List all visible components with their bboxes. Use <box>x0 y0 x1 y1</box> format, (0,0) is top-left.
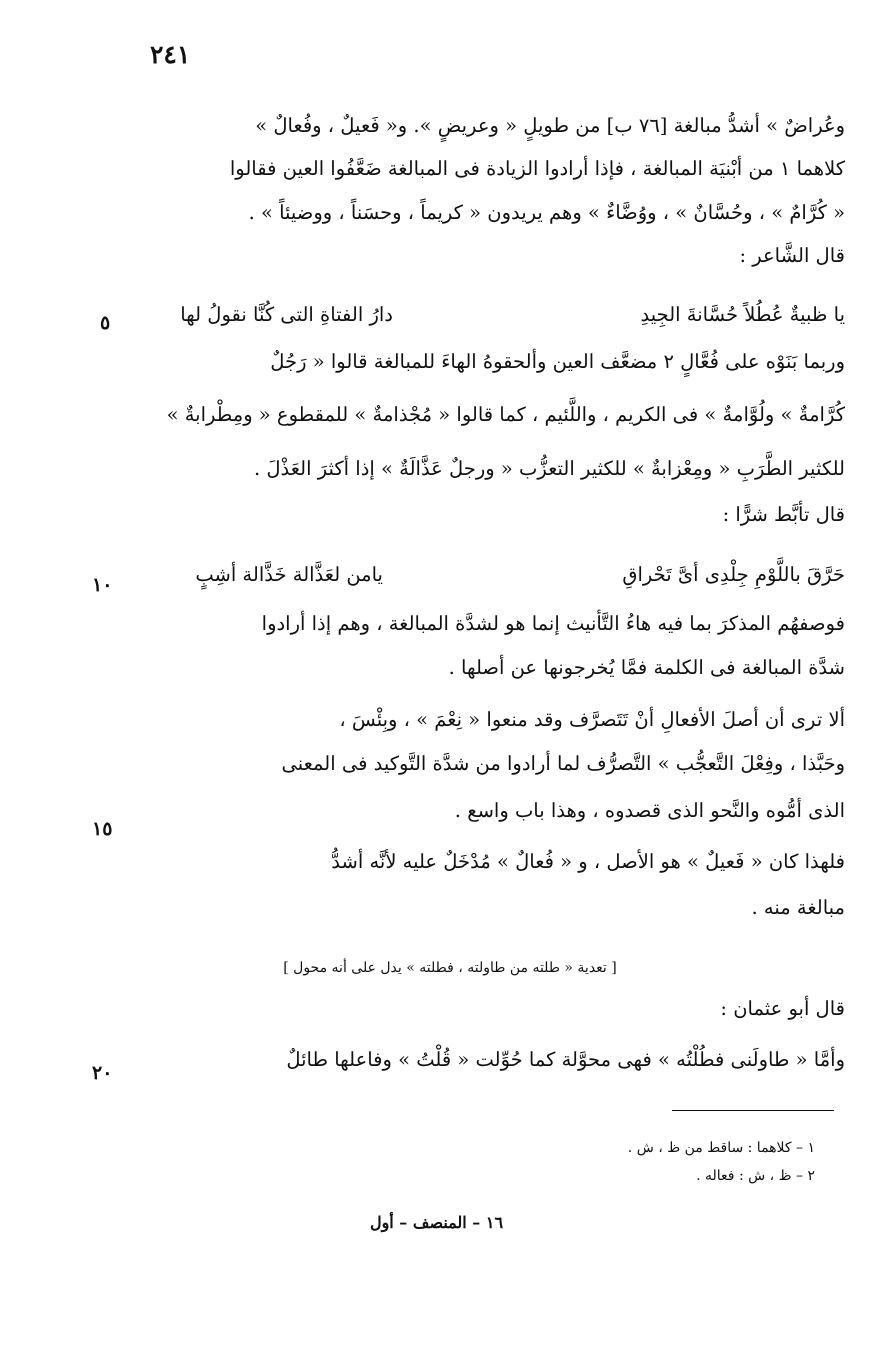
speaker-heading: قال أبو عثمان : <box>720 997 845 1020</box>
line-number: ٥ <box>100 312 111 334</box>
text-line: شدَّة المبالغة فى الكلمة فمَّا يُخرجونها عن أصلها . <box>448 656 845 679</box>
section-note: [ تعدية « طلته من طاولته ، فطلته » يدل على أنه محول ] <box>283 960 617 976</box>
line-number: ١٠ <box>92 574 113 596</box>
text-line: « كُرَّامٌ » ، وحُسَّانٌ » ، ووُضَّاءٌ » وهم يريدون « كريماً ، وحسَناً ، ووضيئاً » . <box>248 201 845 224</box>
text-line: فلهذا كان « فَعيلٌ » هو الأصل ، و « فُعالٌ » مُدْخَلٌ عليه لأنَّه أشدُّ <box>331 850 845 873</box>
verse2-second-hemistich: حَرَّقَ باللَّوْمِ جِلْدِى أىَّ تَحْراقِ <box>622 563 845 586</box>
footnote: ٢ – ظ ، ش : فعاله . <box>696 1168 815 1184</box>
text-line: ألا ترى أن أصلَ الأفعالِ أنْ تَتَصرَّف وقد منعوا « نِعْمَ » ، وبِئْسَ ، <box>339 708 845 731</box>
footnote-divider <box>672 1110 834 1111</box>
signature-line: ١٦ – المنصف – أول <box>369 1213 504 1232</box>
text-line: مبالغة منه . <box>751 896 845 919</box>
text-line: وعُراضٌ » أشدُّ مبالغة [٧٦ ب] من طويلٍ « وعريضٍ ». و« فَعيلٌ ، وفُعالٌ » <box>255 114 845 137</box>
text-line: فوصفهُم المذكرَ بما فيه هاءُ التَّأنيث إنما هو لشدَّة المبالغة ، وهم إذا أرادوا <box>261 612 845 635</box>
poet-heading: قال تأبَّط شرًّا : <box>722 503 845 526</box>
line-number: ١٥ <box>92 818 113 840</box>
text-line: كلاهما ١ من أبْنيَة المبالغة ، فإذا أرادوا الزيادة فى المبالغة ضَعَّفُوا العين فقالوا <box>229 157 845 180</box>
page-number: ٢٤١ <box>150 40 191 69</box>
text-line: وأمَّا « طاولَنى فطُلْتُه » فهى محوَّلة كما حُوِّلت « قُلْتُ » وفاعلها طائلٌ <box>286 1048 845 1071</box>
verse1-first-hemistich: دارُ الفتاةِ التى كُنَّا نقولُ لها <box>180 303 393 326</box>
text-line: للكثير الطَّرَبِ « ومِعْزابةٌ » للكثير التعزُّب « ورجلٌ عَذَّالَةٌ » إذا أكثرَ العَذْلَ . <box>253 457 845 480</box>
text-line: الذى أمُّوه والنَّحو الذى قصدوه ، وهذا باب واسع . <box>454 799 845 822</box>
verse1-second-hemistich: يا ظبيةٌ عُطُلاً حُسَّانةَ الجِيدِ <box>640 303 845 326</box>
verse2-first-hemistich: يامن لعَذَّالة خَذَّالة أشِبٍ <box>195 563 383 586</box>
poet-heading: قال الشَّاعر : <box>739 244 845 267</box>
text-line: وربما بَنَوْه على فُعَّالٍ ٢ مضعَّف العين وألحقوهُ الهاءَ للمبالغة قالوا « رَجُلٌ <box>270 350 845 373</box>
footnote: ١ – كلاهما : ساقط من ظ ، ش . <box>627 1140 815 1156</box>
line-number: ٢٠ <box>92 1062 113 1084</box>
text-line: كُرَّامةٌ » ولُوَّامةٌ » فى الكريم ، واللَّئيم ، كما قالوا « مُجْذامةٌ » للمقطوع « ومِطْرابةٌ » <box>166 403 845 426</box>
text-line: وحَبَّذا ، وفِعْلَ التَّعجُّب » التَّصرُّف لما أرادوا من شدَّة التَّوكيد فى المعنى <box>281 752 845 775</box>
